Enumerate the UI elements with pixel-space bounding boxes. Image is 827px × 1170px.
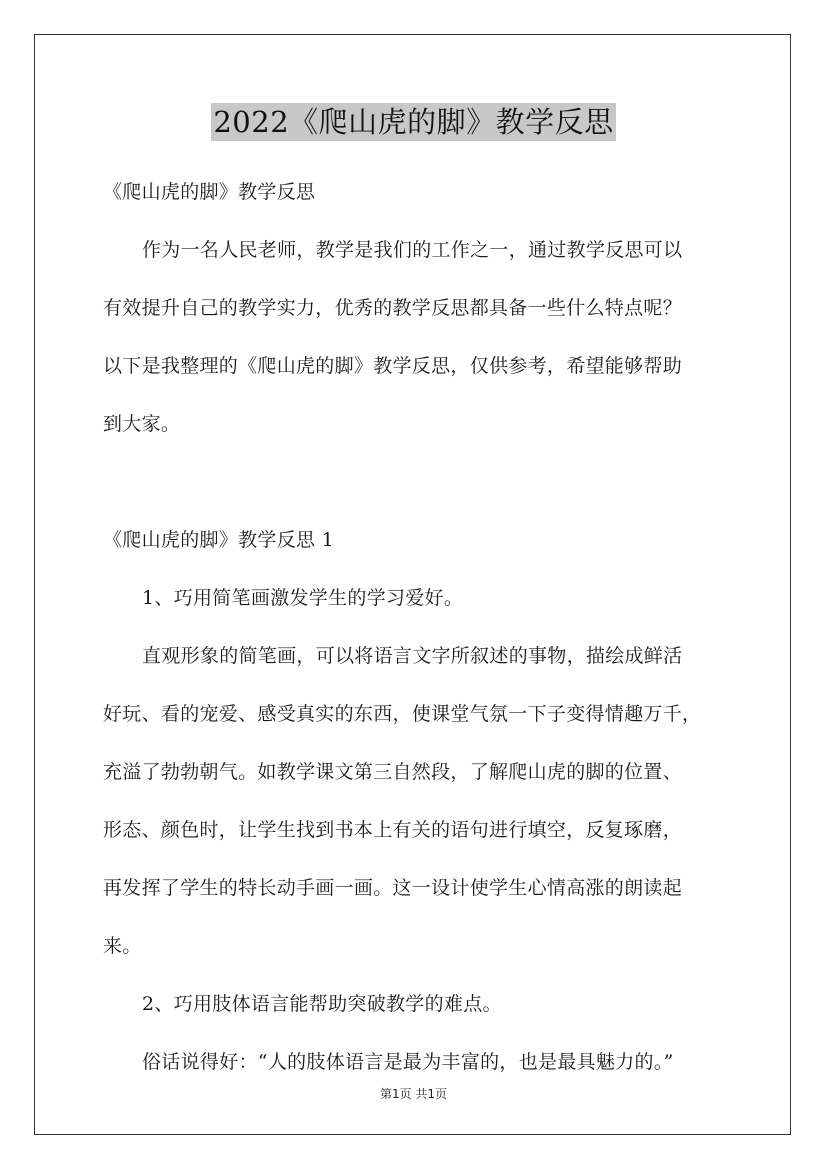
intro-line: 有效提升自己的教学实力，优秀的教学反思都具备一些什么特点呢？ bbox=[103, 297, 683, 319]
paragraph-line: 俗话说得好：“人的肢体语言是最为丰富的，也是最具魅力的。” bbox=[142, 1051, 674, 1073]
paragraph-line: 直观形象的简笔画，可以将语言文字所叙述的事物，描绘成鲜活 bbox=[142, 645, 683, 667]
page-footer: 第1页 共1页 bbox=[379, 1087, 448, 1101]
document-body bbox=[103, 178, 733, 1106]
paragraph-1 bbox=[103, 642, 733, 990]
blank-line bbox=[103, 468, 733, 526]
intro-paragraph bbox=[103, 236, 733, 468]
paragraph-line: 形态、颜色时，让学生找到书本上有关的语句进行填空，反复琢磨， bbox=[103, 819, 683, 841]
paragraph-line: 充溢了勃勃朝气。如教学课文第三自然段，了解爬山虎的脚的位置、 bbox=[103, 761, 683, 783]
document-subtitle: 《爬山虎的脚》教学反思 bbox=[103, 181, 316, 203]
intro-line: 作为一名人民老师，教学是我们的工作之一，通过教学反思可以 bbox=[142, 239, 683, 261]
paragraph-line: 再发挥了学生的特长动手画一画。这一设计使学生心情高涨的朗读起 bbox=[103, 877, 683, 899]
section-title: 《爬山虎的脚》教学反思 1 bbox=[103, 529, 335, 551]
point-heading-1: 1、巧用简笔画激发学生的学习爱好。 bbox=[142, 587, 464, 609]
intro-line: 以下是我整理的《爬山虎的脚》教学反思，仅供参考，希望能够帮助 bbox=[103, 355, 683, 377]
document-title: 2022《爬山虎的脚》教学反思 bbox=[213, 105, 614, 139]
title-container bbox=[0, 103, 827, 141]
paragraph-line: 来。 bbox=[103, 935, 142, 957]
paragraph-line: 好玩、看的宠爱、感受真实的东西，使课堂气氛一下子变得情趣万千， bbox=[103, 703, 702, 725]
intro-line: 到大家。 bbox=[103, 413, 181, 435]
point-heading-2: 2、巧用肢体语言能帮助突破教学的难点。 bbox=[142, 993, 502, 1015]
